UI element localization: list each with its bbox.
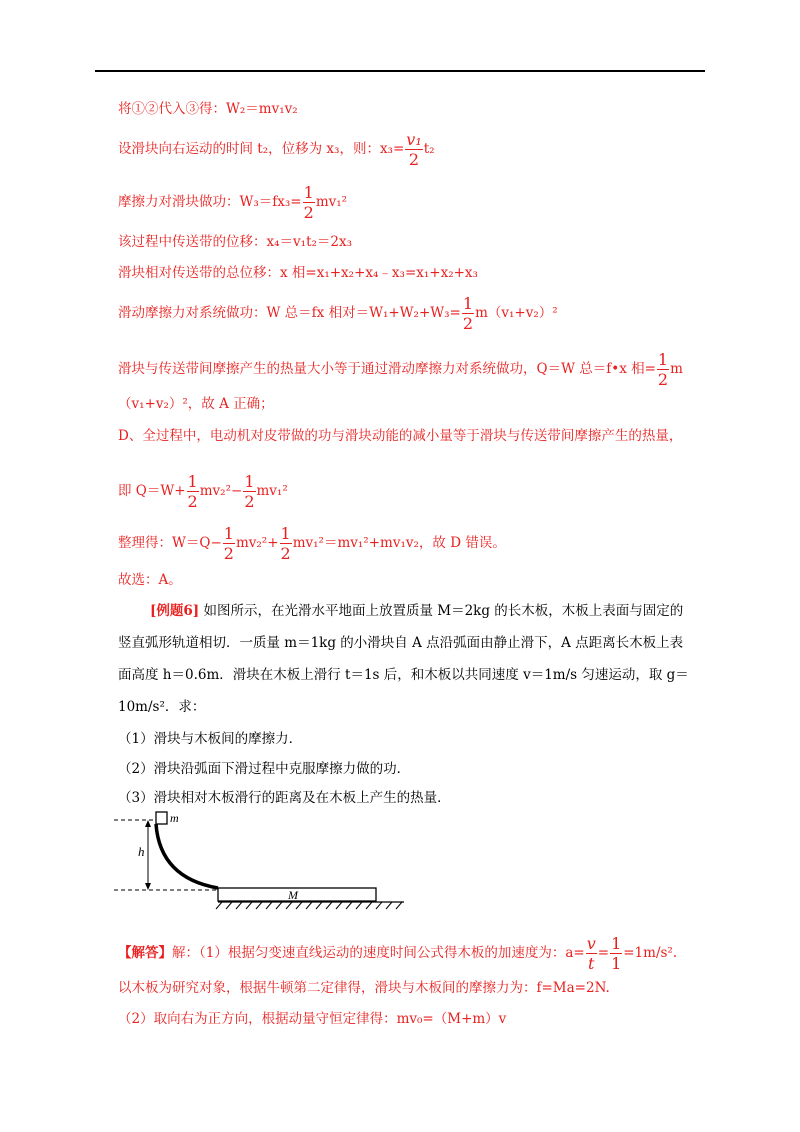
solution-line-8 — [118, 394, 274, 414]
solution-line-6 — [118, 294, 558, 333]
solution-text: mv₁² — [256, 483, 288, 499]
fraction: $\frac{1}{2}$ — [223, 524, 234, 563]
answer-text: 解：（1）根据匀变速直线运动的速度时间公式得木板的加速度为：a= — [172, 945, 585, 961]
solution-text: 设滑块向右运动的时间 t₂，位移为 x₃，则：x₃= — [118, 141, 405, 157]
solution-text: m（v₁+v₂）² — [475, 305, 558, 321]
small-block — [156, 812, 167, 824]
solution-text: 整理得：W＝Q− — [118, 535, 222, 551]
fraction: $\frac{1}{1}$ — [611, 934, 622, 973]
question-2 — [118, 759, 410, 779]
solution-text: 滑块与传送带间摩擦产生的热量大小等于通过滑动摩擦力对系统做功，Q＝W 总＝f•x 相= — [118, 361, 656, 377]
fraction: $\frac{1}{2}$ — [280, 524, 291, 563]
label-M: M — [288, 888, 298, 902]
arrow-head-up — [145, 820, 151, 827]
answer-text: （2）取向右为正方向，根据动量守恒定律得：mv₀=（M+m）v — [118, 1011, 507, 1027]
fraction: $\frac{1}{2}$ — [462, 294, 474, 333]
fraction: $\frac{1}{2}$ — [657, 350, 669, 389]
fraction: $\frac{v}{t}$ — [586, 934, 596, 973]
solution-text: 即 Q＝W+ — [118, 483, 186, 499]
question-text: （2）滑块沿弧面下滑过程中克服摩擦力做的功． — [118, 761, 411, 777]
question-text: （3）滑块相对木板滑行的距离及在木板上产生的热量． — [118, 790, 451, 806]
solution-line-4 — [118, 232, 352, 252]
solution-text: mv₁²＝mv₁²+mv₁v₂，故 D 错误。 — [292, 535, 506, 551]
solution-text: 滑动摩擦力对系统做功：W 总＝fx 相对＝W₁+W₂+W₃= — [118, 305, 461, 321]
answer-text: =1m/s². — [623, 945, 678, 961]
solution-line-10 — [118, 472, 288, 511]
fraction: $\frac{1}{2}$ — [303, 183, 314, 222]
answer-line-1 — [118, 934, 677, 973]
label-h: h — [138, 844, 145, 859]
fraction: $\frac{1}{2}$ — [187, 472, 198, 511]
arrow-head-down — [145, 883, 151, 890]
solution-line-5 — [118, 263, 478, 283]
solution-line-2 — [118, 130, 435, 169]
answer-tag: 【解答】 — [118, 945, 172, 961]
solution-text: 摩擦力对滑块做功：W₃＝fx₃= — [118, 194, 302, 210]
label-m: m — [170, 811, 179, 825]
solution-line-9 — [118, 426, 682, 446]
solution-line-12 — [118, 570, 182, 590]
answer-text: = — [597, 945, 610, 961]
solution-text: 故选：A。 — [118, 572, 182, 588]
example-paragraph-1 — [150, 601, 683, 621]
ground-hatching — [216, 902, 402, 909]
header-rule — [95, 70, 705, 72]
answer-line-2 — [118, 978, 610, 998]
solution-text: （v₁+v₂）²，故 A 正确； — [118, 396, 274, 412]
answer-line-3 — [118, 1009, 506, 1029]
question-1 — [118, 729, 302, 749]
example-text: 竖直弧形轨道相切．一质量 m＝1kg 的小滑块自 A 点沿弧面由静止滑下，A 点距离长木板上表 — [118, 635, 684, 651]
example-paragraph-2 — [118, 633, 683, 653]
curved-track — [156, 824, 218, 888]
fraction: $\frac{\text{v₁}}{2}$ — [406, 130, 422, 169]
solution-text: t₂ — [423, 141, 435, 157]
question-3 — [118, 788, 451, 808]
solution-text: mv₂²− — [199, 483, 243, 499]
example-text: 面高度 h＝0.6m．滑块在木板上滑行 t＝1s 后，和木板以共同速度 v＝1m/s 匀速运动，取 g＝ — [118, 667, 689, 683]
solution-line-7 — [118, 350, 683, 389]
solution-text: mv₂²+ — [235, 535, 279, 551]
answer-text: 以木板为研究对象，根据牛顿第二定律得，滑块与木板间的摩擦力为：f=Ma=2N. — [118, 980, 610, 996]
question-text: （1）滑块与木板间的摩擦力． — [118, 731, 303, 747]
solution-line-11 — [118, 524, 506, 563]
example-text: 10m/s²．求： — [118, 699, 206, 715]
fraction: $\frac{1}{2}$ — [244, 472, 255, 511]
example-tag: [例题6] — [150, 603, 200, 619]
solution-text: 滑块相对传送带的总位移：x 相=x₁+x₂+x₄﹣x₃=x₁+x₂+x₃ — [118, 265, 478, 281]
solution-text: 将①②代入③得：W₂＝mv₁v₂ — [118, 101, 298, 117]
solution-text: mv₁² — [315, 194, 348, 210]
solution-line-1 — [118, 99, 298, 119]
physics-diagram — [112, 808, 412, 913]
example-paragraph-3 — [118, 665, 689, 685]
solution-text: D、全过程中，电动机对皮带做的功与滑块动能的减小量等于滑块与传送带间摩擦产生的热量， — [118, 428, 683, 444]
example-text: 如图所示，在光滑水平地面上放置质量 M＝2kg 的长木板，木板上表面与固定的 — [203, 603, 684, 619]
solution-line-3 — [118, 183, 347, 222]
example-paragraph-4 — [118, 697, 205, 717]
solution-text: 该过程中传送带的位移：x₄＝v₁t₂＝2x₃ — [118, 234, 353, 250]
solution-text: m — [670, 361, 683, 377]
